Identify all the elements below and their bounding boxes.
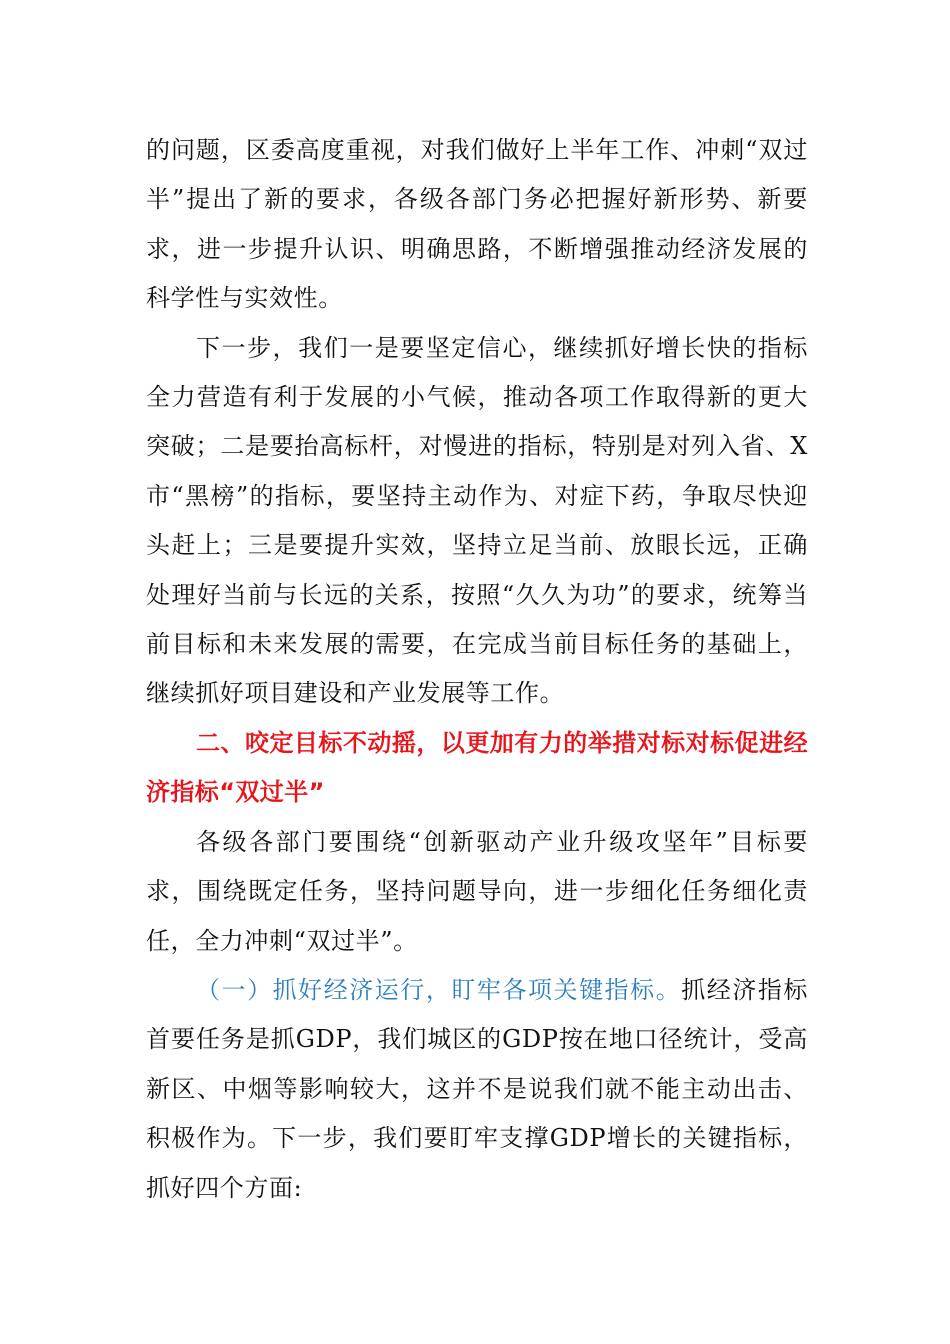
paragraph-next-steps: 下一步，我们一是要坚定信心，继续抓好增长快的指标全力营造有利于发展的小气候，推动各项工作取得新的更大突破；二是要抬高标杆，对慢进的指标，特别是对列入省、X市“黑榜”的指标，要坚持主动作为、对症下药，争取尽快迎头赶上；三是要提升实效，坚持立足当前、放眼长远，正确处理好当前与长远的关系，按照“久久为功”的要求，统筹当前目标和未来发展的需要，在完成当前目标任务的基础上，继续抓好项目建设和产业发展等工作。 xyxy=(146,333,808,708)
paragraph-economic-operation xyxy=(146,966,808,1213)
subsection-body-one: 抓经济指标首要任务是抓GDP，我们城区的GDP按在地口径统计，受高新区、中烟等影响较大，这并不是说我们就不能主动出击、积极作为。下一步，我们要盯牢支撑GDP增长的关键指标，抓好四个方面: xyxy=(146,975,809,1202)
subsection-title-one: （一）抓好经济运行，盯牢各项关键指标。 xyxy=(196,975,682,1004)
section-heading-two: 二、咬定目标不动摇，以更加有力的举措对标对标促进经济指标“双过半” xyxy=(146,728,808,807)
paragraph-continuation: 的问题，区委高度重视，对我们做好上半年工作、冲刺“双过半”提出了新的要求，各级各部门务必把握好新形势、新要求，进一步提升认识、明确思路，不断增强推动经济发展的科学性与实效性。 xyxy=(146,136,808,313)
document-body xyxy=(146,126,808,1213)
paragraph-departments: 各级各部门要围绕“创新驱动产业升级攻坚年”目标要求，围绕既定任务，坚持问题导向，进一步细化任务细化责任，全力冲刺“双过半”。 xyxy=(146,827,808,955)
